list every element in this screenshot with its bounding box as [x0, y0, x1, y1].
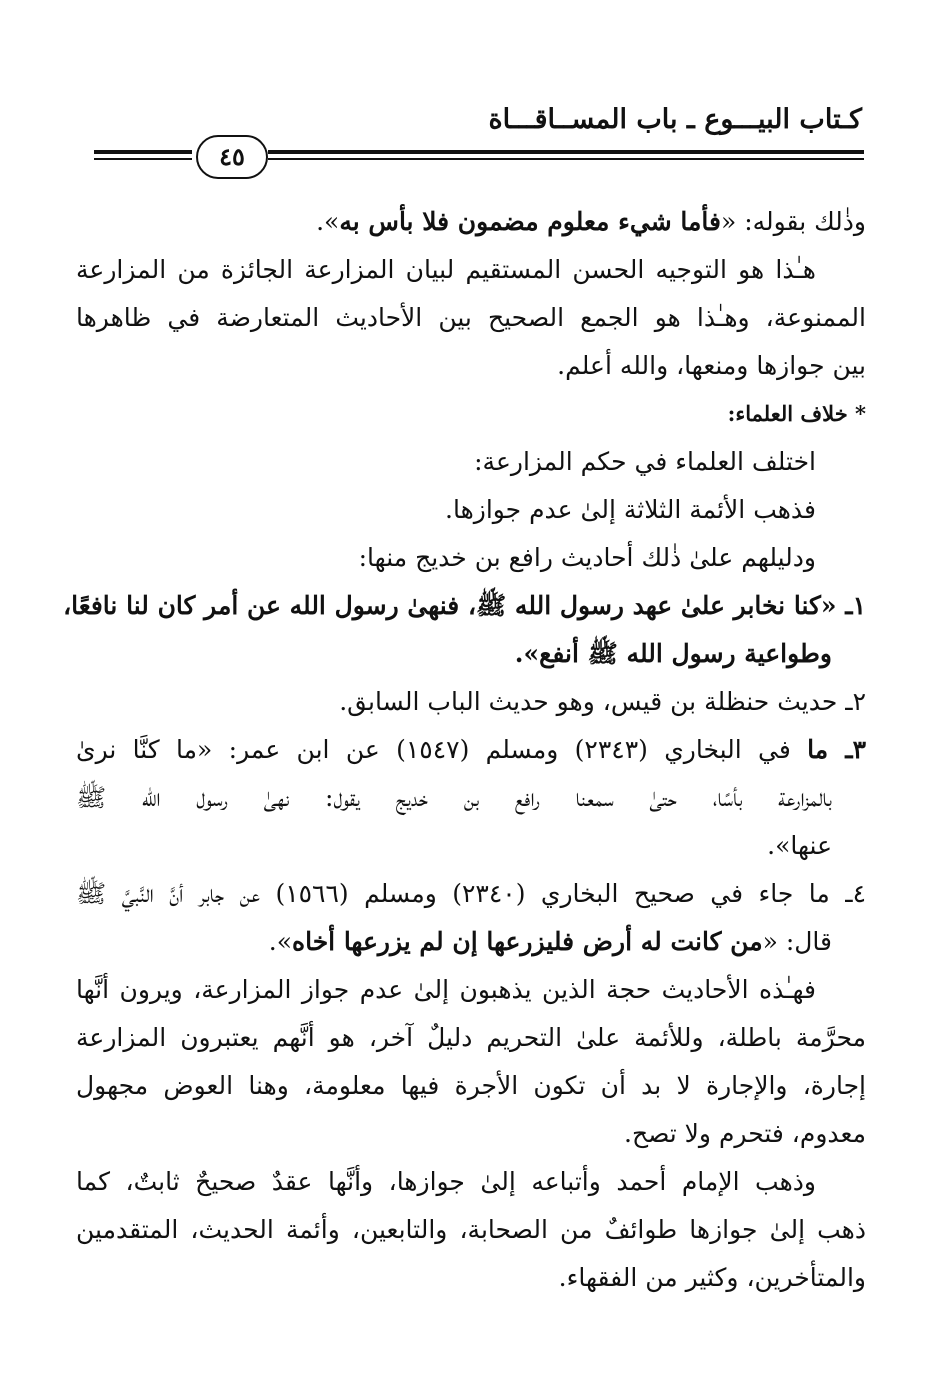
text-run: في البخاري (٢٣٤٣) ومسلم (١٥٤٧) عن ابن عمر: «ما كنَّا نرىٰ	[76, 735, 808, 764]
list-item-2: ٢ـ حديث حنظلة بن قيس، وهو حديث الباب السابق.	[339, 687, 866, 716]
paragraph-line: ودليلهم علىٰ ذٰلك أحاديث رافع بن خديج منها:	[358, 543, 816, 572]
text-run: ».	[268, 927, 292, 956]
text-run: ٣ـ ما	[807, 735, 866, 764]
list-item-1: ١ـ «كنا نخابر علىٰ عهد رسول الله ﷺ، فنهىٰ رسول الله عن أمر كان لنا نافعًا،	[63, 591, 866, 620]
list-item-4-cont	[76, 918, 866, 966]
page-number: ٤٥	[196, 135, 268, 179]
paragraph-line: معدوم، فتحرم ولا تصح.	[624, 1119, 866, 1148]
header-rule-right-thin	[268, 158, 864, 160]
quote-text: فأما شيء معلوم مضمون فلا بأس به	[339, 207, 721, 236]
paragraph-line: الممنوعة، وهـٰذا هو الجمع الصحيح بين الأحاديث المتعارضة في ظاهرها	[76, 303, 866, 332]
paragraph-line: إجارة، والإجارة لا بد أن تكون الأجرة فيها معلومة، وهنا العوض مجهول	[76, 1071, 866, 1100]
paragraph-line: ذهب إلىٰ جوازها طوائفٌ من الصحابة، والتابعين، وأئمة الحديث، المتقدمين	[76, 1215, 866, 1244]
list-item-3-cont: بالمزارعة بأسًا، حتىٰ سمعنا رافع بن خديج يقول: نهىٰ رسول الله ﷺ	[76, 783, 832, 812]
list-item-4: ٤ـ ما جاء في صحيح البخاري (٢٣٤٠) ومسلم (١٥٦٦) عن جابر أنَّ النَّبيَّ ﷺ	[76, 879, 866, 908]
text-run: وذٰلك بقوله: «	[720, 207, 866, 236]
paragraph-line: فهـٰذه الأحاديث حجة الذين يذهبون إلىٰ عدم جواز المزارعة، ويرون أنَّها	[76, 975, 816, 1004]
section-heading: * خلاف العلماء:	[727, 401, 866, 426]
paragraph-line: بين جوازها ومنعها، والله أعلم.	[557, 351, 866, 380]
text-run: ».	[316, 207, 340, 236]
paragraph-line: اختلف العلماء في حكم المزارعة:	[474, 447, 816, 476]
list-item-3	[76, 726, 866, 774]
header-rule-left-thin	[94, 158, 192, 160]
text-run: قال: «	[762, 927, 832, 956]
running-title: كـتاب البيـــوع ـ باب المســاقـــاة	[488, 104, 862, 135]
paragraph-line: هـٰذا هو التوجيه الحسن المستقيم لبيان المزارعة الجائزة من المزارعة	[76, 255, 816, 284]
paragraph-line: والمتأخرين، وكثير من الفقهاء.	[558, 1263, 866, 1292]
paragraph-line	[76, 198, 866, 246]
list-item-3-cont: عنها».	[767, 831, 832, 860]
paragraph-line: محرَّمة باطلة، وللأئمة علىٰ التحريم دليلٌ آخر، هو أنَّهم يعتبرون المزارعة	[76, 1023, 866, 1052]
quote-text: من كانت له أرض فليزرعها إن لم يزرعها أخاه	[292, 927, 763, 956]
header-rule-right	[268, 150, 864, 154]
paragraph-line: فذهب الأئمة الثلاثة إلىٰ عدم جوازها.	[445, 495, 816, 524]
paragraph-line: وذهب الإمام أحمد وأتباعه إلىٰ جوازها، وأنَّها عقدٌ صحيحٌ ثابتٌ، كما	[76, 1167, 816, 1196]
list-item-1-cont: وطواعية رسول الله ﷺ أنفع».	[514, 639, 832, 668]
header-rule-left	[94, 150, 192, 154]
body-text	[63, 198, 866, 1302]
